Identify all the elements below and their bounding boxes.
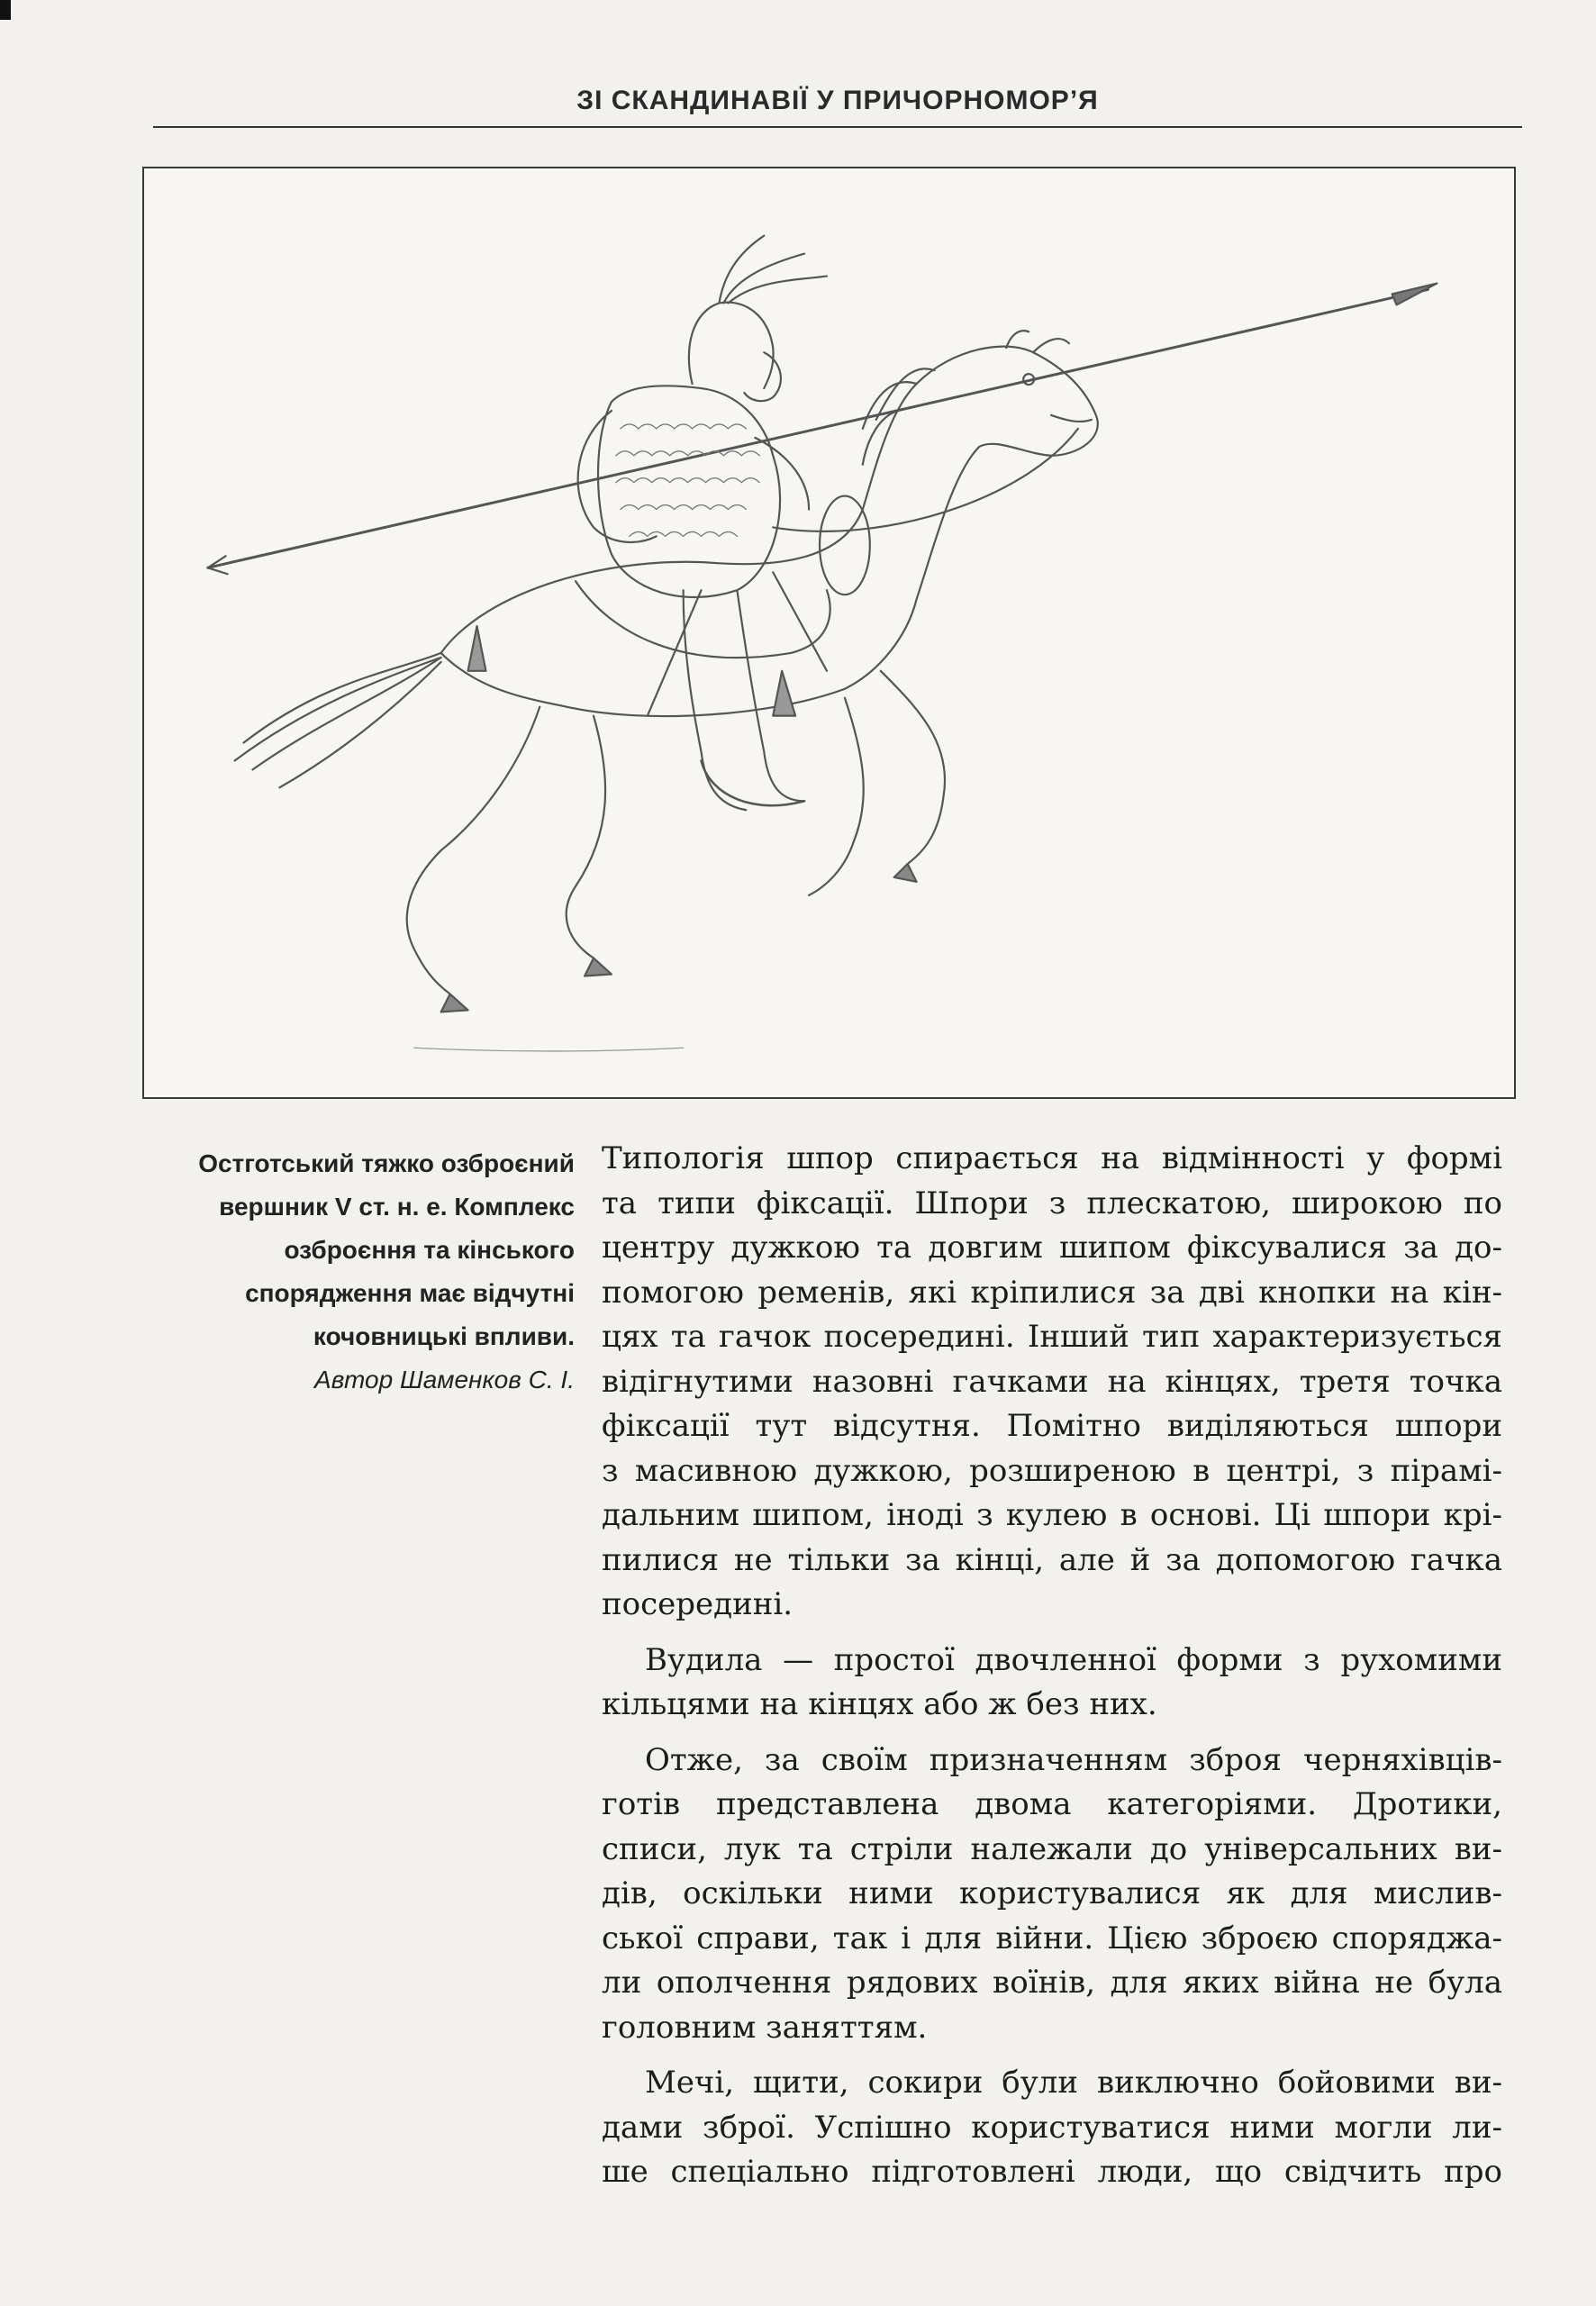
text-line: помогою ременів, які кріпилися за дві кнопки на кін- <box>602 1274 1502 1311</box>
text-line: головним заняттям. <box>602 2009 928 2046</box>
text-line: дальним шипом, іноді з кулею в основі. Ці шпори крі- <box>602 1497 1502 1533</box>
horse-hind-leg-1 <box>407 707 540 994</box>
text-line: Типологія шпор спирається на відмінності у формі <box>602 1140 1502 1176</box>
paragraph <box>602 1739 1502 2051</box>
illustration-frame <box>142 167 1516 1099</box>
rider-leg <box>684 590 747 810</box>
caption-line: озброєння та кінського <box>284 1236 575 1264</box>
text-line: посередині. <box>602 1586 793 1622</box>
text-line: ської справи, так і для війни. Цією зброєю споряджа- <box>602 1920 1502 1956</box>
running-head: ЗІ СКАНДИНАВІЇ У ПРИЧОРНОМОР’Я <box>576 86 1099 115</box>
text-line: фіксації тут відсутня. Помітно виділяються шпори <box>602 1408 1502 1444</box>
caption-line: кочовницькі впливи. <box>313 1322 575 1350</box>
header-rule <box>153 126 1522 128</box>
lance-shaft <box>208 289 1428 567</box>
body-text <box>602 1137 1502 2206</box>
figure-caption <box>135 1142 575 1402</box>
text-line: дів, оскільки ними користувалися як для мислив- <box>602 1875 1502 1911</box>
text-line: центру дужкою та довгим шипом фіксувалися за до- <box>602 1230 1502 1266</box>
text-line: списи, лук та стріли належали до універсальних ви- <box>602 1830 1502 1867</box>
text-line: ше спеціально підготовлені люди, що свідчить про <box>602 2154 1502 2190</box>
lance-head <box>1392 284 1437 305</box>
paragraph <box>602 1639 1502 1728</box>
caption-line: вершник V ст. н. е. Комплекс <box>219 1193 575 1221</box>
horse-front-leg-1 <box>881 671 945 864</box>
caption-line: Остготський тяжко озброєний <box>198 1149 575 1177</box>
text-line: та типи фіксації. Шпори з плескатою, широкою по <box>602 1185 1502 1221</box>
horse-tail <box>235 653 441 787</box>
rider-helmet <box>689 303 774 388</box>
text-line: кільцями на кінцях або ж без них. <box>602 1686 1157 1722</box>
paragraph <box>602 1137 1502 1628</box>
text-line: Вудила — простої двочленної форми з рухомими <box>645 1641 1502 1678</box>
text-line: з масивною дужкою, розширеною в центрі, з пірамі- <box>602 1452 1502 1489</box>
corner-mark <box>0 0 11 20</box>
text-line: цях та гачок посередині. Інший тип характеризується <box>602 1319 1502 1355</box>
caption-author: Автор Шаменков С. І. <box>314 1366 575 1394</box>
text-line: Отже, за своїм призначенням зброя черняхівців- <box>645 1741 1502 1778</box>
horse-body <box>441 347 1098 716</box>
text-line: дами зброї. Успішно користуватися ними могли ли- <box>602 2109 1502 2146</box>
text-line: готів представлена двома категоріями. Дротики, <box>602 1786 1502 1822</box>
mounted-warrior-illustration <box>144 168 1514 1097</box>
paragraph <box>602 2061 1502 2195</box>
text-line: Мечі, щити, сокири були виключно бойовими ви- <box>645 2065 1502 2101</box>
shield <box>820 496 870 595</box>
text-line: ли ополчення рядових воїнів, для яких війна не була <box>602 1965 1502 2001</box>
text-line: пилися не тільки за кінці, але й за допомогою гачка <box>602 1541 1502 1578</box>
caption-line: спорядження має відчутні <box>245 1279 575 1307</box>
text-line: відігнутими назовні гачками на кінцях, третя точка <box>602 1363 1502 1400</box>
